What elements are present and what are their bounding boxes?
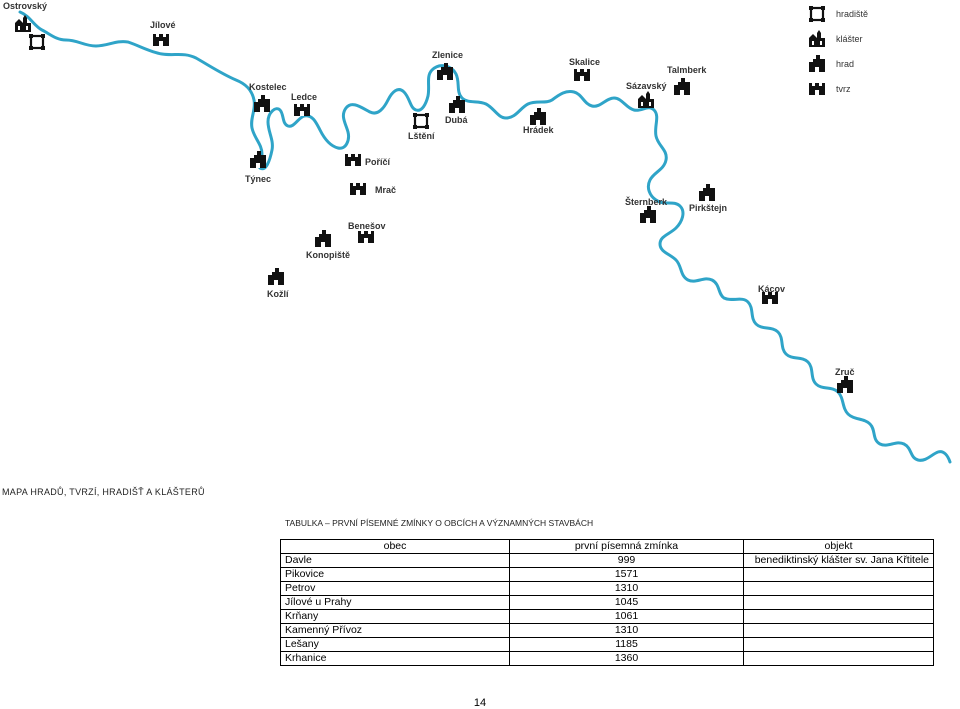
header-first-mention: první písemná zmínka bbox=[510, 540, 744, 554]
hrad-icon bbox=[809, 55, 825, 72]
tvrz-icon bbox=[358, 231, 374, 243]
cell-objekt bbox=[744, 582, 934, 596]
legend-label: klášter bbox=[836, 34, 863, 44]
place-konopiste bbox=[306, 230, 350, 260]
place-label: Zlenice bbox=[432, 50, 464, 60]
table-row bbox=[281, 610, 934, 624]
place-porici bbox=[345, 154, 391, 167]
klaster-icon bbox=[809, 30, 825, 47]
place-kacov bbox=[758, 284, 785, 304]
table-row bbox=[281, 638, 934, 652]
cell-year: 1360 bbox=[510, 652, 744, 666]
cell-obec: Lešany bbox=[281, 638, 510, 652]
place-label: Talmberk bbox=[667, 65, 707, 75]
place-jilove bbox=[150, 20, 176, 46]
hrad-icon bbox=[315, 230, 331, 247]
place-sternberk bbox=[625, 196, 668, 223]
sazava-river bbox=[20, 12, 950, 462]
place-label: Zruč bbox=[835, 367, 855, 377]
table-row bbox=[281, 596, 934, 610]
place-label: Jílové bbox=[150, 20, 176, 30]
cell-objekt bbox=[744, 638, 934, 652]
page-number: 14 bbox=[473, 697, 487, 709]
table-row bbox=[281, 652, 934, 666]
table-row bbox=[281, 582, 934, 596]
place-skalice bbox=[569, 57, 600, 81]
legend-item bbox=[809, 55, 854, 72]
cell-year: 1571 bbox=[510, 568, 744, 582]
hrad-icon bbox=[699, 184, 715, 201]
place-zlenice bbox=[432, 50, 463, 80]
place-talmberk bbox=[667, 65, 707, 95]
place-label: Poříčí bbox=[365, 157, 391, 167]
table-row bbox=[281, 624, 934, 638]
tvrz-icon bbox=[350, 183, 366, 195]
hradiste-icon bbox=[29, 34, 45, 50]
cell-objekt bbox=[744, 652, 934, 666]
hradiste-icon bbox=[413, 113, 429, 129]
hrad-icon bbox=[268, 268, 284, 285]
place-label: Ledce bbox=[291, 92, 318, 102]
legend-item bbox=[809, 30, 863, 47]
place-label: Šternberk bbox=[625, 197, 668, 207]
place-label: Kácov bbox=[758, 284, 786, 294]
place-label: Týnec bbox=[245, 174, 272, 184]
legend-label: hrad bbox=[836, 59, 855, 69]
place-pirkstejn bbox=[689, 184, 727, 213]
place-label: Ostrovský bbox=[3, 1, 48, 11]
place-duba bbox=[445, 96, 468, 125]
map-caption: MAPA HRADŮ, TVRZÍ, HRADIŠŤ A KLÁŠTERŮ bbox=[2, 487, 205, 497]
table-caption: TABULKA – PRVNÍ PÍSEMNÉ ZMÍNKY O OBCÍCH A VÝZNAMNÝCH STAVBÁCH bbox=[285, 518, 594, 528]
place-label: Kostelec bbox=[249, 82, 287, 92]
place-ledce bbox=[291, 92, 317, 116]
tvrz-icon bbox=[153, 34, 169, 46]
legend-label: tvrz bbox=[836, 84, 851, 94]
cell-objekt bbox=[744, 610, 934, 624]
map-legend bbox=[809, 6, 868, 95]
hrad-icon bbox=[250, 151, 266, 168]
table-header-row bbox=[281, 540, 934, 554]
cell-objekt bbox=[744, 596, 934, 610]
place-benesov bbox=[348, 221, 386, 243]
cell-obec: Petrov bbox=[281, 582, 510, 596]
klaster-icon bbox=[638, 91, 654, 108]
legend-item bbox=[809, 6, 868, 22]
cell-objekt: benediktinský klášter sv. Jana Křtitele bbox=[744, 554, 934, 568]
hrad-icon bbox=[837, 376, 853, 393]
place-sazavsky bbox=[626, 81, 667, 108]
cell-year: 1310 bbox=[510, 624, 744, 638]
cell-year: 1310 bbox=[510, 582, 744, 596]
cell-obec: Jílové u Prahy bbox=[281, 596, 510, 610]
cell-obec: Davle bbox=[281, 554, 510, 568]
table-row bbox=[281, 554, 934, 568]
place-label: Skalice bbox=[569, 57, 601, 67]
cell-objekt bbox=[744, 624, 934, 638]
hrad-icon bbox=[254, 95, 270, 112]
place-mrac bbox=[350, 183, 396, 195]
cell-year: 999 bbox=[510, 554, 744, 568]
legend-label: hradiště bbox=[836, 9, 869, 19]
cell-year: 1185 bbox=[510, 638, 744, 652]
cell-obec: Kamenný Přívoz bbox=[281, 624, 510, 638]
hrad-icon bbox=[640, 206, 656, 223]
cell-objekt bbox=[744, 568, 934, 582]
place-label: Konopiště bbox=[306, 250, 350, 260]
hradiste-icon bbox=[809, 6, 825, 22]
place-zruc bbox=[835, 367, 855, 393]
tvrz-icon bbox=[294, 104, 310, 116]
place-label: Benešov bbox=[348, 221, 386, 231]
place-label: Mrač bbox=[375, 185, 397, 195]
place-label: Lštění bbox=[408, 131, 435, 141]
cell-obec: Krňany bbox=[281, 610, 510, 624]
cell-year: 1045 bbox=[510, 596, 744, 610]
cell-obec: Pikovice bbox=[281, 568, 510, 582]
hrad-icon bbox=[530, 108, 546, 125]
tvrz-icon bbox=[574, 69, 590, 81]
place-label: Sázavský bbox=[626, 81, 667, 91]
first-mentions-table bbox=[280, 539, 934, 666]
place-hradiste-1 bbox=[29, 34, 45, 50]
place-kozli bbox=[267, 268, 289, 299]
cell-obec: Krhanice bbox=[281, 652, 510, 666]
place-label: Kožlí bbox=[267, 289, 289, 299]
table-row bbox=[281, 568, 934, 582]
tvrz-icon bbox=[345, 154, 361, 166]
place-lsteni bbox=[408, 113, 435, 141]
header-obec: obec bbox=[281, 540, 510, 554]
cell-year: 1061 bbox=[510, 610, 744, 624]
place-label: Dubá bbox=[445, 115, 468, 125]
place-label: Hrádek bbox=[523, 125, 554, 135]
legend-item bbox=[809, 83, 851, 95]
hrad-icon bbox=[674, 78, 690, 95]
place-hradek bbox=[523, 108, 555, 135]
header-objekt: objekt bbox=[744, 540, 934, 554]
tvrz-icon bbox=[809, 83, 825, 95]
place-label: Pirkštejn bbox=[689, 203, 728, 213]
